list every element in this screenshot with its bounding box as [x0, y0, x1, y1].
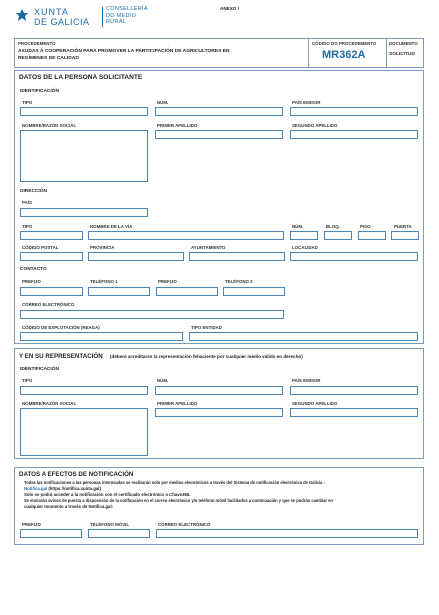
rep-num-label: NÚM. [157, 378, 169, 383]
notif-prefijo-label: PREFIJO [22, 522, 41, 527]
dept-line-1: CONSELLERÍA [106, 6, 148, 12]
rep-tipo-label: TIPO [22, 378, 33, 383]
applicant-tipo-entidad-field[interactable] [189, 332, 418, 341]
document-value: SOLICITUD [389, 52, 415, 57]
applicant-prefijo2-label: PREFIJO [158, 279, 177, 284]
applicant-nombre-via-label: NOMBRE DE LA VÍA [90, 224, 133, 229]
applicant-provincia-field[interactable] [88, 252, 184, 261]
applicant-puerta-field[interactable] [391, 231, 419, 240]
applicant-correo-label: CORREO ELECTRÓNICO [22, 302, 75, 307]
applicant-codigo-explotacion-field[interactable] [20, 332, 183, 341]
rep-num-field[interactable] [155, 386, 283, 395]
logo-line-1: XUNTA [34, 7, 69, 17]
applicant-nombre-via-field[interactable] [88, 231, 284, 240]
applicant-localidad-field[interactable] [290, 252, 418, 261]
notif-telefono-movil-label: TELÉFONO MÓVIL [90, 522, 130, 527]
applicant-segundo-apellido-field[interactable] [290, 130, 418, 139]
applicant-codigo-explotacion-label: CÓDIGO DE EXPLOTACIÓN (REAGA) [22, 325, 100, 330]
dept-line-2: DO MEDIO [106, 12, 137, 19]
notification-title: DATOS A EFECTOS DE NOTIFICACIÓN [19, 471, 134, 478]
applicant-title: DATOS DE LA PERSONA SOLICITANTE [19, 74, 143, 81]
representative-title: Y EN SU REPRESENTACIÓN [19, 353, 103, 360]
department-name [106, 6, 148, 26]
notification-line-5: cualquier momento a través de Notifica.gal: [24, 504, 114, 509]
applicant-primer-apellido-field[interactable] [155, 130, 283, 139]
applicant-tipo-via-field[interactable] [20, 231, 83, 240]
applicant-correo-field[interactable] [20, 310, 284, 319]
rep-nombre-field[interactable] [20, 408, 148, 456]
rep-segundo-apellido-field[interactable] [290, 408, 418, 417]
dept-line-3: RURAL [106, 19, 127, 25]
representative-identification: IDENTIFICACIÓN [20, 367, 59, 372]
applicant-tipo-entidad-label: TIPO ENTIDAD [191, 325, 222, 330]
procedure-code-label: CÓDIGO DO PROCEDEMENTO [312, 41, 377, 46]
applicant-tipo-field[interactable] [20, 107, 148, 116]
rep-nombre-label: NOMBRE/RAZÓN SOCIAL [22, 401, 77, 406]
procedure-title-line1: AXUDAS Á COOPERACIÓN PARA PROMOVER LA PARTICIPACIÓN DE AGRICULTORES EN [18, 49, 230, 54]
procedure-divider-2 [386, 38, 387, 68]
procedure-divider-1 [308, 38, 309, 68]
rep-primer-apellido-label: PRIMER APELLIDO [157, 401, 198, 406]
notif-correo-label: CORREO ELECTRÓNICO [158, 522, 211, 527]
rep-pais-emisor-label: PAÍS EMISOR [292, 378, 321, 383]
applicant-pais-emisor-label: PAÍS EMISOR [292, 100, 321, 105]
applicant-primer-apellido-label: PRIMER APELLIDO [157, 123, 198, 128]
applicant-piso-label: PISO [360, 224, 371, 229]
logo-line-2: DE GALICIA [34, 17, 90, 27]
applicant-nombre-field[interactable] [20, 130, 148, 182]
applicant-pais-label: PAÍS [22, 200, 32, 205]
rep-segundo-apellido-label: SEGUNDO APELLIDO [292, 401, 338, 406]
applicant-prefijo1-field[interactable] [20, 287, 83, 296]
rep-primer-apellido-field[interactable] [155, 408, 283, 417]
applicant-puerta-label: PUERTA [394, 224, 412, 229]
applicant-contacto: CONTACTO [20, 267, 47, 272]
notification-text [24, 480, 420, 510]
rep-pais-emisor-field[interactable] [290, 386, 418, 395]
xunta-emblem-icon [14, 8, 30, 24]
applicant-prefijo2-field[interactable] [156, 287, 218, 296]
applicant-prefijo1-label: PREFIJO [22, 279, 41, 284]
applicant-ayuntamiento-field[interactable] [189, 252, 285, 261]
applicant-identification: IDENTIFICACIÓN [20, 89, 59, 94]
notifica-url: (https://notifica.xunta.gal) [47, 486, 101, 491]
applicant-pais-field[interactable] [20, 208, 148, 217]
notif-prefijo-field[interactable] [20, 529, 82, 538]
notifica-link[interactable]: Notifica.gal [24, 486, 48, 491]
applicant-ayuntamiento-label: AYUNTAMIENTO [191, 245, 226, 250]
notification-line-1: Todas las notificaciones a las personas interesadas se realizarán solo por medios electrónicos a través del Sistema de notificación electrónica de Galicia - [24, 480, 325, 485]
notif-correo-field[interactable] [156, 529, 418, 538]
applicant-num-via-field[interactable] [290, 231, 318, 240]
notif-telefono-movil-field[interactable] [88, 529, 150, 538]
applicant-num-via-label: NÚM. [292, 224, 304, 229]
notification-line-3: Solo se podrá acceder a la notificación con el certificado electrónico o Chave365. [24, 492, 191, 497]
applicant-direccion: DIRECCIÓN [20, 189, 47, 194]
applicant-telefono2-field[interactable] [223, 287, 285, 296]
logo-divider [102, 7, 103, 27]
notification-line-4: Se enviarán avisos de puesta a disposición de la notificación en el correo electrónico y/o teléfono móvil facilitados a continuación y que se podrán cambiar en [24, 498, 333, 503]
applicant-tipo-label: TIPO [22, 100, 33, 105]
annex-label: ANEXO I [220, 6, 239, 11]
applicant-codigo-postal-label: CÓDIGO POSTAL [22, 245, 59, 250]
procedure-code: MR362A [322, 49, 366, 61]
rep-tipo-field[interactable] [20, 386, 148, 395]
procedure-label: PROCEDEMENTO [18, 41, 56, 46]
applicant-telefono1-label: TELÉFONO 1 [90, 279, 118, 284]
applicant-pais-emisor-field[interactable] [290, 107, 418, 116]
applicant-bloq-field[interactable] [324, 231, 352, 240]
applicant-telefono1-field[interactable] [88, 287, 150, 296]
procedure-title-line2: REGÍMENES DE CALIDAD [18, 56, 79, 61]
applicant-telefono2-label: TELÉFONO 2 [225, 279, 253, 284]
applicant-codigo-postal-field[interactable] [20, 252, 83, 261]
applicant-segundo-apellido-label: SEGUNDO APELLIDO [292, 123, 338, 128]
applicant-tipo-via-label: TIPO [22, 224, 33, 229]
applicant-localidad-label: LOCALIDAD [292, 245, 318, 250]
applicant-bloq-label: BLOQ. [326, 224, 340, 229]
applicant-piso-field[interactable] [358, 231, 386, 240]
applicant-provincia-label: PROVINCIA [90, 245, 115, 250]
document-label: DOCUMENTO [389, 41, 418, 46]
xunta-logo [14, 6, 100, 28]
applicant-num-field[interactable] [155, 107, 283, 116]
representative-title-note: (deberá acreditarse la representación fehaciente por cualquier medio válido en derecho) [110, 354, 303, 359]
applicant-nombre-label: NOMBRE/RAZÓN SOCIAL [22, 123, 77, 128]
applicant-num-label: NÚM. [157, 100, 169, 105]
